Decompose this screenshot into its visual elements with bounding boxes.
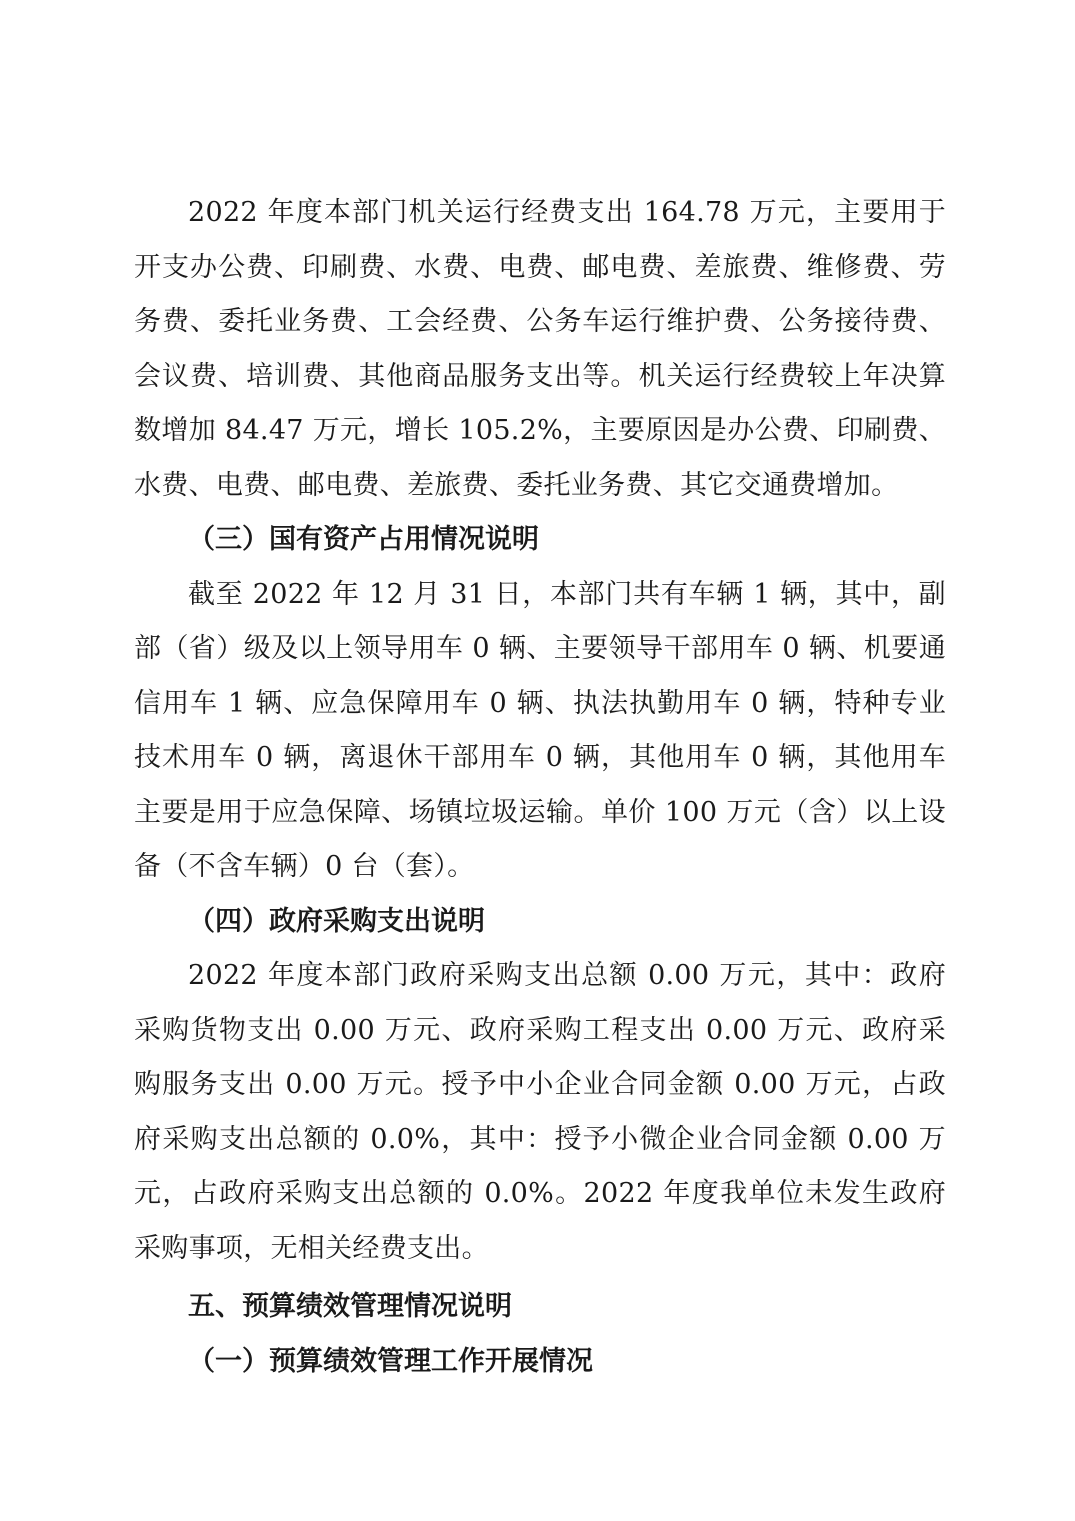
paragraph-operating-expenses: 2022 年度本部门机关运行经费支出 164.78 万元，主要用于开支办公费、印刷费、水费、电费、邮电费、差旅费、维修费、劳务费、委托业务费、工会经费、公务车运行维护费、公务接待费、会议费、培训费、其他商品服务支出等。机关运行经费较上年决算数增加 84.47 万元，增长 105.2%，主要原因是办公费、印刷费、水费、电费、邮电费、差旅费、委托业务费、其它交通费增加。 <box>134 197 946 501</box>
heading-government-procurement: （四）政府采购支出说明 <box>188 905 485 937</box>
heading-performance-work: （一）预算绩效管理工作开展情况 <box>188 1345 593 1377</box>
document-page <box>134 186 946 1389</box>
paragraph-state-assets: 截至 2022 年 12 月 31 日，本部门共有车辆 1 辆，其中，副部（省）级及以上领导用车 0 辆、主要领导干部用车 0 辆、机要通信用车 1 辆、应急保障用车 0 辆、执法执勤用车 0 辆，特种专业技术用车 0 辆，离退休干部用车 0 辆，其他用车 0 辆，其他用车主要是用于应急保障、场镇垃圾运输。单价 100 万元（含）以上设备（不含车辆）0 台（套）。 <box>134 578 946 882</box>
heading-state-assets: （三）国有资产占用情况说明 <box>188 524 539 555</box>
heading-performance-management: 五、预算绩效管理情况说明 <box>188 1291 512 1322</box>
paragraph-government-procurement: 2022 年度本部门政府采购支出总额 0.00 万元，其中：政府采购货物支出 0.00 万元、政府采购工程支出 0.00 万元、政府采购服务支出 0.00 万元。授予中小企业合同金额 0.00 万元，占政府采购支出总额的 0.0%，其中：授予小微企业合同金额 0.00 万元，占政府采购支出总额的 0.0%。2022 年度我单位未发生政府采购事项，无相关经费支出。 <box>134 960 946 1264</box>
